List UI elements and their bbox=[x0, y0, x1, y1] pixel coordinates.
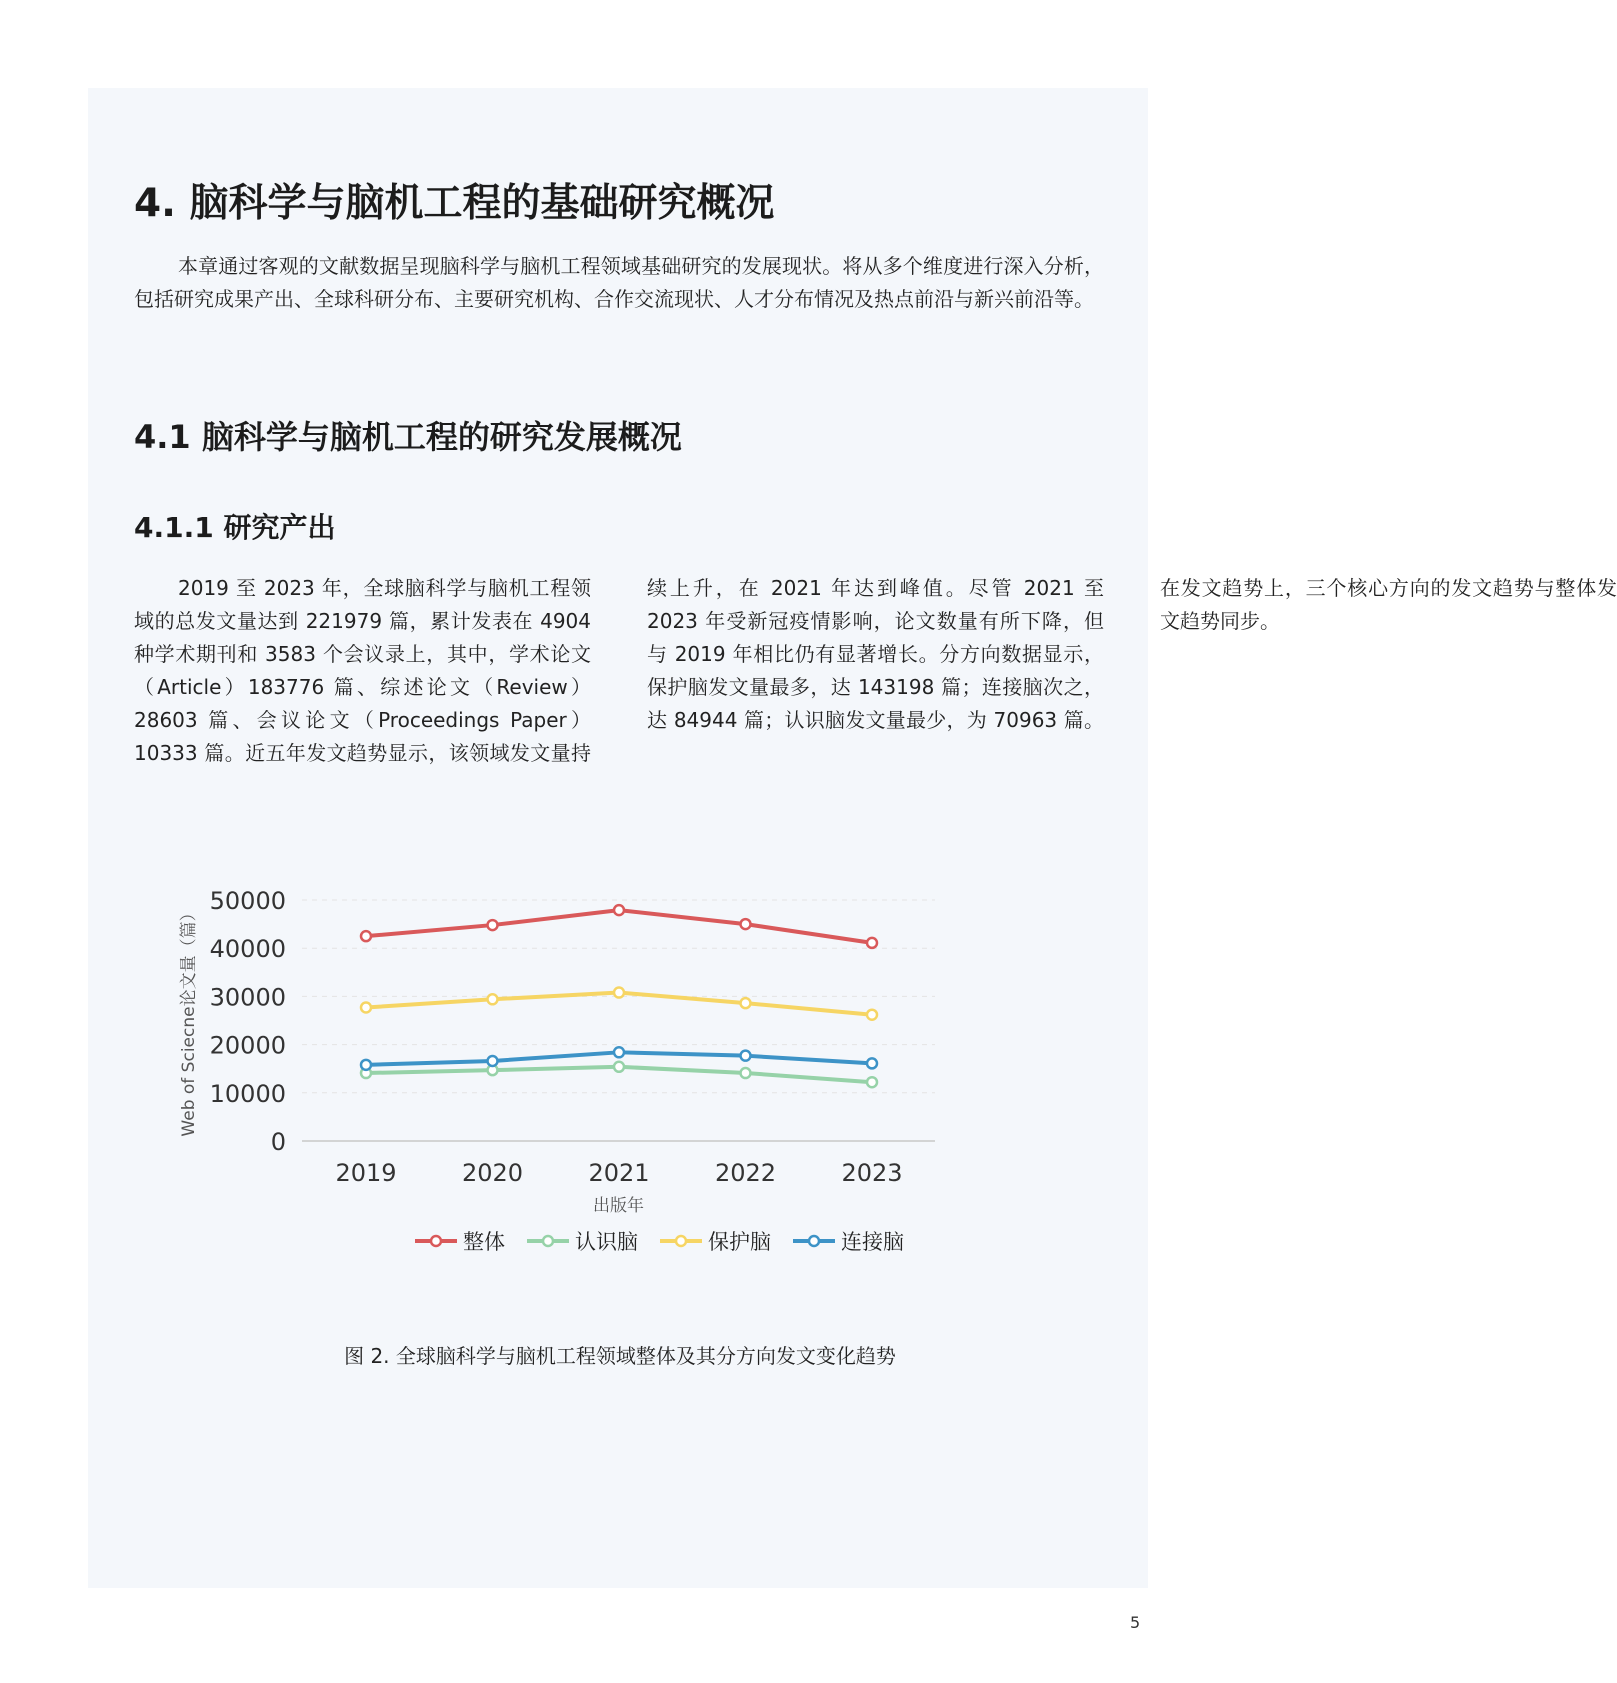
chart-legend bbox=[415, 1230, 904, 1254]
section-heading: 4.1 脑科学与脑机工程的研究发展概况 bbox=[134, 418, 682, 456]
line-chart bbox=[170, 870, 1030, 1330]
subsection-heading: 4.1.1 研究产出 bbox=[134, 511, 336, 544]
data-point bbox=[741, 1068, 751, 1078]
data-point bbox=[867, 1010, 877, 1020]
legend-marker bbox=[676, 1236, 686, 1246]
data-point bbox=[614, 988, 624, 998]
y-axis-label: Web of Sciecne论文量（篇） bbox=[179, 904, 199, 1137]
y-tick-label: 40000 bbox=[209, 935, 286, 964]
data-point bbox=[741, 919, 751, 929]
data-point bbox=[614, 1047, 624, 1057]
data-point bbox=[867, 1077, 877, 1087]
legend-label: 整体 bbox=[463, 1230, 505, 1254]
x-tick-label: 2021 bbox=[588, 1159, 650, 1187]
y-tick-label: 0 bbox=[270, 1128, 286, 1156]
legend-marker bbox=[543, 1236, 553, 1246]
x-tick-label: 2022 bbox=[714, 1159, 777, 1187]
intro-paragraph: 本章通过客观的文献数据呈现脑科学与脑机工程领域基础研究的发展现状。将从多个维度进行深入分析，包括研究成果产出、全球科研分布、主要研究机构、合作交流现状、人才分布情况及热点前沿与新兴前沿等。 bbox=[134, 254, 1104, 311]
x-tick-label: 2020 bbox=[461, 1159, 524, 1187]
body-columns bbox=[134, 572, 1617, 802]
data-point bbox=[361, 931, 371, 941]
x-tick-label: 2023 bbox=[841, 1159, 903, 1187]
y-tick-label: 30000 bbox=[209, 983, 286, 1012]
legend-label: 认识脑 bbox=[575, 1230, 638, 1254]
data-point bbox=[488, 920, 498, 930]
data-point bbox=[488, 994, 498, 1004]
data-point bbox=[361, 1002, 371, 1012]
legend-label: 连接脑 bbox=[841, 1230, 904, 1254]
data-point bbox=[867, 938, 877, 948]
legend-marker bbox=[809, 1236, 819, 1246]
x-axis-label: 出版年 bbox=[593, 1196, 644, 1216]
data-point bbox=[614, 905, 624, 915]
data-point bbox=[361, 1060, 371, 1070]
data-point bbox=[867, 1058, 877, 1068]
data-point bbox=[741, 998, 751, 1008]
figure-caption: 图 2. 全球脑科学与脑机工程领域整体及其分方向发文变化趋势 bbox=[344, 1344, 896, 1368]
legend-label: 保护脑 bbox=[708, 1230, 771, 1254]
data-point bbox=[741, 1051, 751, 1061]
data-point bbox=[614, 1062, 624, 1072]
chart-svg bbox=[170, 870, 1030, 1330]
y-axis-ticks bbox=[210, 887, 286, 1156]
y-tick-label: 50000 bbox=[209, 887, 286, 915]
x-tick-label: 2019 bbox=[335, 1159, 397, 1187]
chapter-heading: 4. 脑科学与脑机工程的基础研究概况 bbox=[134, 181, 775, 226]
page-number: 5 bbox=[1130, 1613, 1141, 1632]
y-tick-label: 20000 bbox=[209, 1031, 286, 1060]
legend-marker bbox=[431, 1236, 441, 1246]
body-paragraph: 2019 至 2023 年，全球脑科学与脑机工程领域的总发文量达到 221979 篇，累计发表在 4904 种学术期刊和 3583 个会议录上，其中，学术论文（Article）183776 篇、综述论文（Review）28603 篇、会议论文（Proceedings Paper）10333 篇。近五年发文趋势显示，该领域发文量持续上升，在 2021 年达到峰值。尽管 2021 至 2023 年受新冠疫情影响，论文数量有所下降，但与 2019 年相比仍有显著增长。分方向数据显示，保护脑发文量最多，达 143198 篇；连接脑次之，达 84944 篇；认识脑发文量最少，为 70963 篇。在发文趋势上，三个核心方向的发文趋势与整体发文趋势同步。 bbox=[134, 576, 1617, 765]
y-tick-label: 10000 bbox=[209, 1079, 286, 1108]
chart-series bbox=[361, 905, 877, 1087]
x-axis-ticks bbox=[335, 1159, 902, 1187]
data-point bbox=[488, 1056, 498, 1066]
